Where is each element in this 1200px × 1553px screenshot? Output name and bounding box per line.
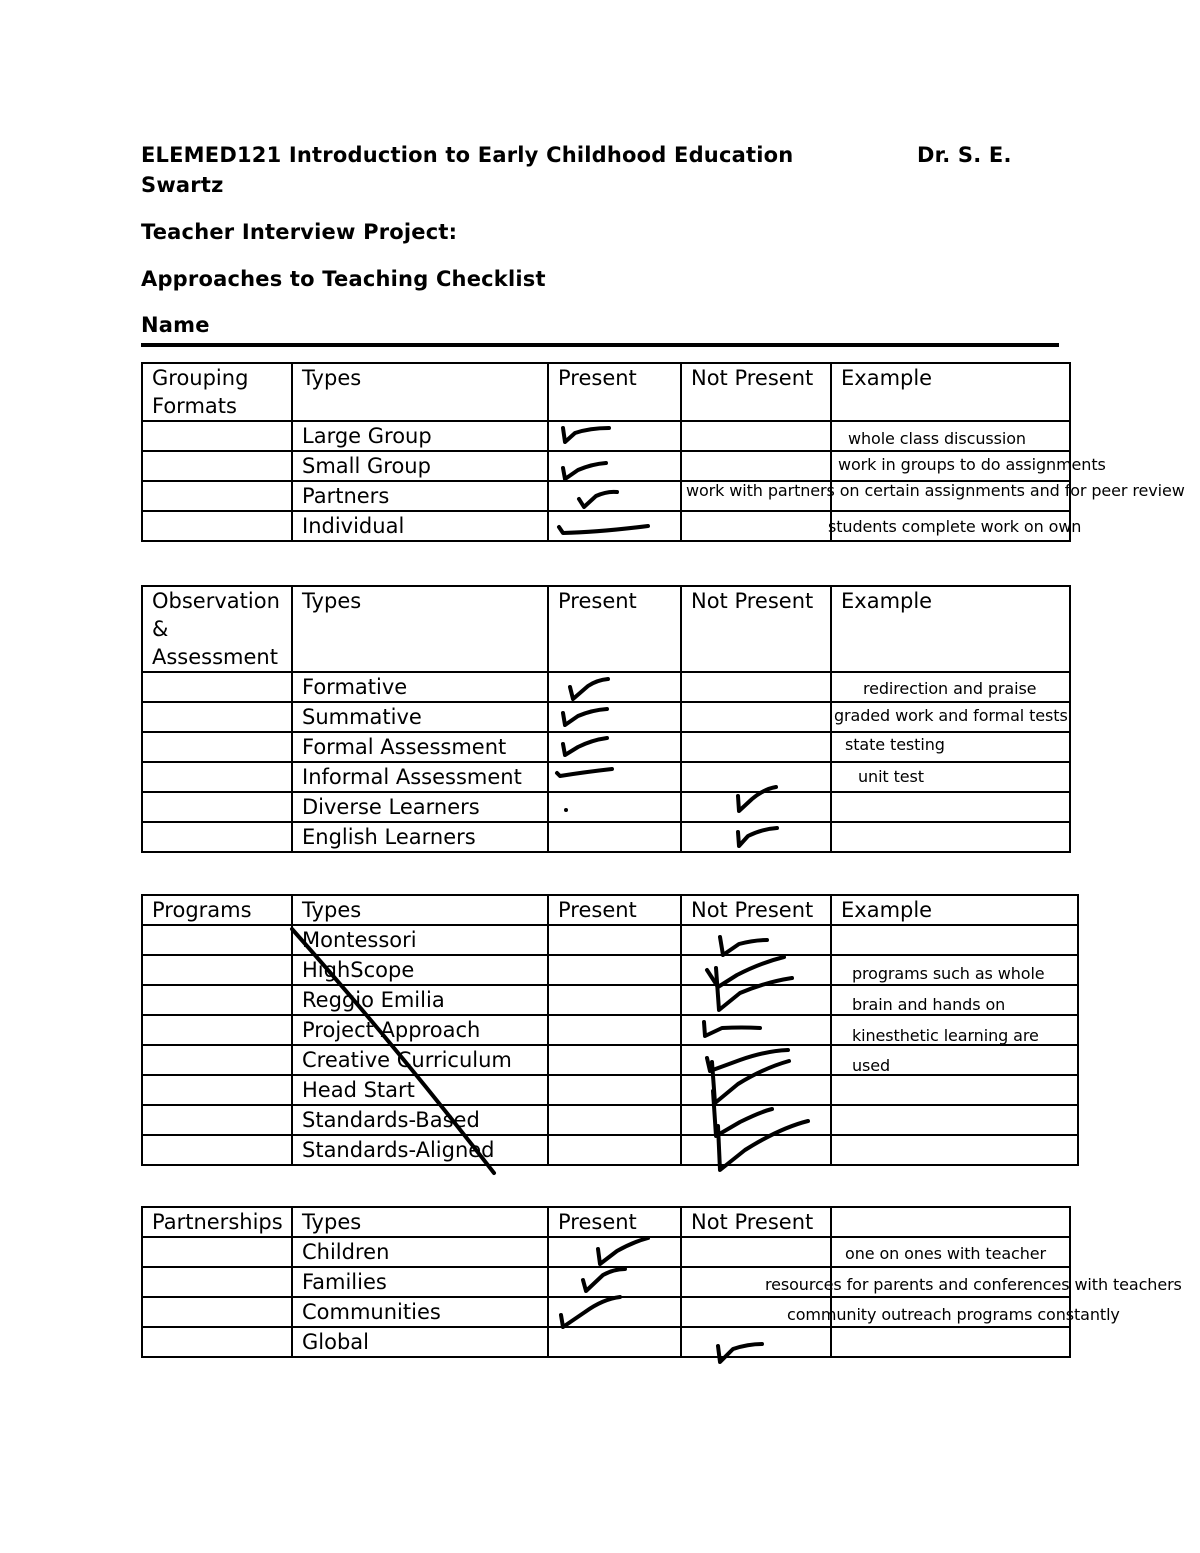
- example-note: redirection and praise: [863, 679, 1037, 698]
- course-title: ELEMED121 Introduction to Early Childhood Education: [141, 143, 794, 167]
- not-present-cell[interactable]: [681, 672, 831, 702]
- column-header: Not Present: [681, 1207, 831, 1237]
- example-note: whole class discussion: [848, 429, 1026, 448]
- not-present-cell[interactable]: [681, 955, 831, 985]
- example-cell: [831, 792, 1070, 822]
- example-note: students complete work on own: [828, 517, 1082, 536]
- present-cell[interactable]: [548, 481, 681, 511]
- present-cell[interactable]: [548, 822, 681, 852]
- column-header: Not Present: [681, 586, 831, 672]
- project-title: Teacher Interview Project:: [141, 220, 458, 244]
- not-present-cell[interactable]: [681, 1105, 831, 1135]
- type-cell: Montessori: [292, 925, 548, 955]
- table-header-row: [142, 586, 1070, 672]
- column-header: Types: [292, 895, 548, 925]
- not-present-cell[interactable]: [681, 732, 831, 762]
- present-cell[interactable]: [548, 1075, 681, 1105]
- present-cell[interactable]: [548, 732, 681, 762]
- not-present-cell[interactable]: [681, 1135, 831, 1165]
- type-cell: Formal Assessment: [292, 732, 548, 762]
- type-cell: Reggio Emilia: [292, 985, 548, 1015]
- type-cell: Creative Curriculum: [292, 1045, 548, 1075]
- example-note: programs such as whole: [852, 964, 1045, 983]
- not-present-cell[interactable]: [681, 822, 831, 852]
- column-header: Example: [831, 895, 1078, 925]
- table-header-row: [142, 1207, 1070, 1237]
- not-present-cell[interactable]: [681, 1015, 831, 1045]
- example-note: work in groups to do assignments: [838, 455, 1106, 474]
- present-cell[interactable]: [548, 1237, 681, 1267]
- example-cell: [831, 1135, 1078, 1165]
- present-cell[interactable]: [548, 1297, 681, 1327]
- table-row: [142, 1327, 1070, 1357]
- not-present-cell[interactable]: [681, 1237, 831, 1267]
- present-cell[interactable]: [548, 985, 681, 1015]
- checklist-title: Approaches to Teaching Checklist: [141, 267, 546, 291]
- present-cell[interactable]: [548, 1135, 681, 1165]
- type-cell: Standards-Aligned: [292, 1135, 548, 1165]
- instructor-name-continued: Swartz: [141, 173, 224, 197]
- present-cell[interactable]: [548, 792, 681, 822]
- type-cell: Partners: [292, 481, 548, 511]
- not-present-cell[interactable]: [681, 1075, 831, 1105]
- example-note: used: [852, 1056, 891, 1075]
- type-cell: Diverse Learners: [292, 792, 548, 822]
- instructor-name: Dr. S. E.: [917, 143, 1012, 167]
- example-note: kinesthetic learning are: [852, 1026, 1039, 1045]
- example-note: resources for parents and conferences with teachers: [765, 1275, 1182, 1294]
- example-note: unit test: [858, 767, 924, 786]
- table-row: [142, 1105, 1078, 1135]
- example-cell: [831, 1075, 1078, 1105]
- type-cell: Formative: [292, 672, 548, 702]
- column-header: Programs: [142, 895, 292, 925]
- present-cell[interactable]: [548, 1045, 681, 1075]
- column-header: Not Present: [681, 363, 831, 421]
- example-note: brain and hands on: [852, 995, 1006, 1014]
- not-present-cell[interactable]: [681, 925, 831, 955]
- grouping-formats-table: [141, 362, 1071, 542]
- present-cell[interactable]: [548, 1267, 681, 1297]
- table-row: [142, 792, 1070, 822]
- example-cell: [831, 1327, 1070, 1357]
- example-note: state testing: [845, 735, 945, 754]
- table-header-row: [142, 363, 1070, 421]
- type-cell: Individual: [292, 511, 548, 541]
- present-cell[interactable]: [548, 1327, 681, 1357]
- present-cell[interactable]: [548, 762, 681, 792]
- example-cell: [831, 925, 1078, 955]
- present-cell[interactable]: [548, 451, 681, 481]
- present-cell[interactable]: [548, 702, 681, 732]
- column-header: Not Present: [681, 895, 831, 925]
- not-present-cell[interactable]: [681, 762, 831, 792]
- present-cell[interactable]: [548, 1105, 681, 1135]
- table-row: [142, 762, 1070, 792]
- type-cell: HighScope: [292, 955, 548, 985]
- column-header: Present: [548, 895, 681, 925]
- table-row: [142, 1135, 1078, 1165]
- name-underline: [141, 343, 1059, 347]
- column-header: [831, 1207, 1070, 1237]
- not-present-cell[interactable]: [681, 1045, 831, 1075]
- type-cell: Small Group: [292, 451, 548, 481]
- present-cell[interactable]: [548, 511, 681, 541]
- example-cell: [831, 1105, 1078, 1135]
- present-cell[interactable]: [548, 955, 681, 985]
- table-row: [142, 1075, 1078, 1105]
- type-cell: Standards-Based: [292, 1105, 548, 1135]
- present-cell[interactable]: [548, 925, 681, 955]
- column-header: Present: [548, 1207, 681, 1237]
- type-cell: Global: [292, 1327, 548, 1357]
- column-header: Present: [548, 363, 681, 421]
- table-row: [142, 925, 1078, 955]
- table-row: [142, 1045, 1078, 1075]
- example-note: community outreach programs constantly: [787, 1305, 1120, 1324]
- present-cell[interactable]: [548, 672, 681, 702]
- type-cell: Head Start: [292, 1075, 548, 1105]
- not-present-cell[interactable]: [681, 1327, 831, 1357]
- column-header: Grouping Formats: [142, 363, 292, 421]
- not-present-cell[interactable]: [681, 702, 831, 732]
- table-row: [142, 822, 1070, 852]
- example-note: work with partners on certain assignments and for peer review: [686, 481, 1185, 500]
- not-present-cell[interactable]: [681, 421, 831, 451]
- column-header: Present: [548, 586, 681, 672]
- name-label: Name: [141, 313, 210, 337]
- present-cell[interactable]: [548, 421, 681, 451]
- type-cell: Children: [292, 1237, 548, 1267]
- not-present-cell[interactable]: [681, 511, 831, 541]
- present-cell[interactable]: [548, 1015, 681, 1045]
- column-header: Types: [292, 586, 548, 672]
- type-cell: English Learners: [292, 822, 548, 852]
- not-present-cell[interactable]: [681, 985, 831, 1015]
- type-cell: Project Approach: [292, 1015, 548, 1045]
- not-present-cell[interactable]: [681, 792, 831, 822]
- example-note: graded work and formal tests: [834, 706, 1068, 725]
- example-cell: [831, 822, 1070, 852]
- column-header: Partnerships: [142, 1207, 292, 1237]
- type-cell: Communities: [292, 1297, 548, 1327]
- column-header: Example: [831, 363, 1070, 421]
- table-header-row: [142, 895, 1078, 925]
- column-header: Observation & Assessment: [142, 586, 292, 672]
- column-header: Example: [831, 586, 1070, 672]
- type-cell: Informal Assessment: [292, 762, 548, 792]
- example-note: one on ones with teacher: [845, 1244, 1046, 1263]
- type-cell: Large Group: [292, 421, 548, 451]
- column-header: Types: [292, 363, 548, 421]
- type-cell: Summative: [292, 702, 548, 732]
- column-header: Types: [292, 1207, 548, 1237]
- not-present-cell[interactable]: [681, 451, 831, 481]
- type-cell: Families: [292, 1267, 548, 1297]
